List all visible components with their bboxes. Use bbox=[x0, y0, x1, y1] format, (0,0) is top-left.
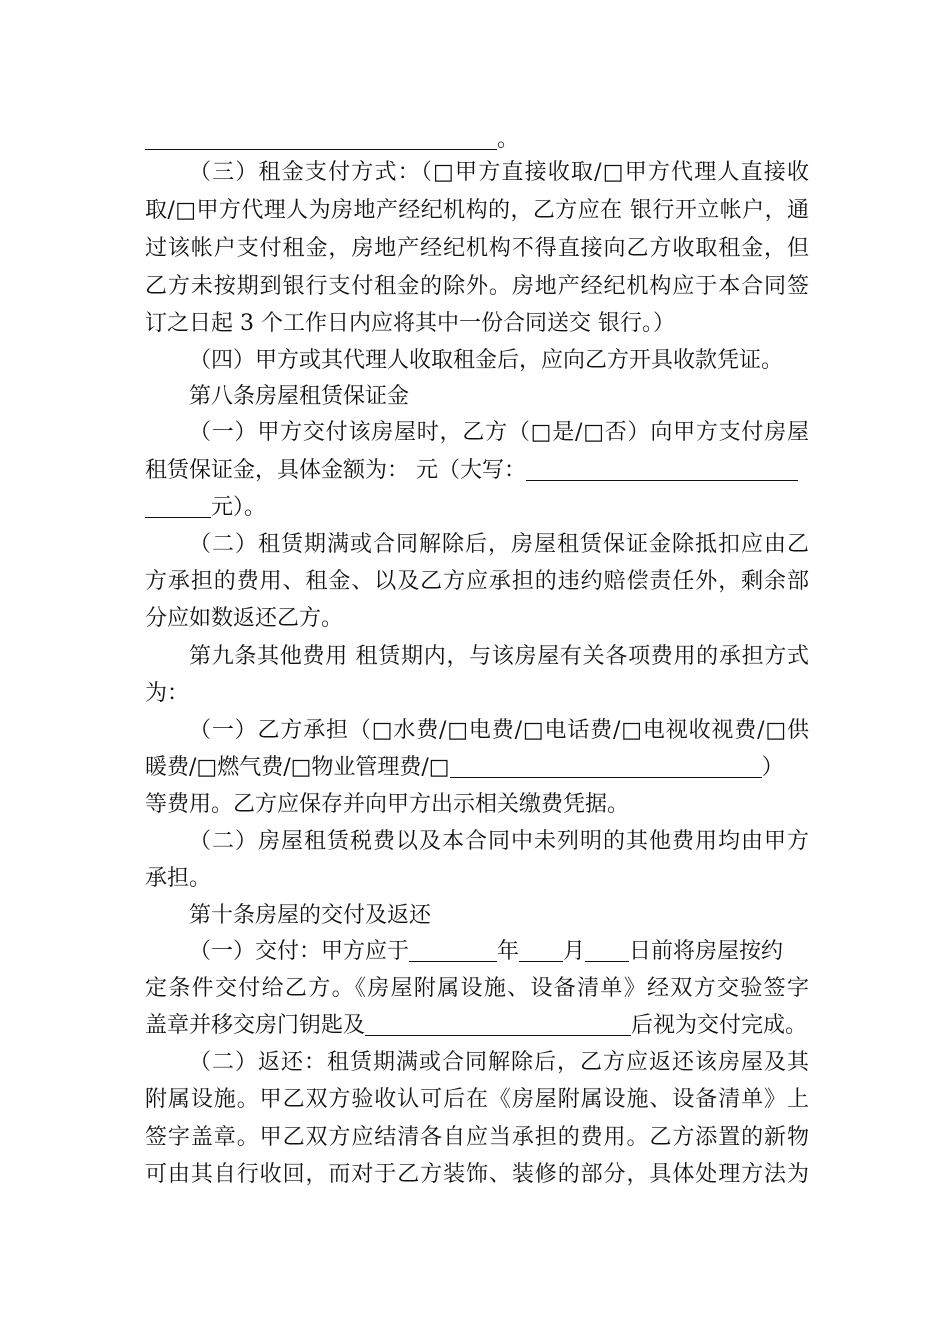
line-text: 租赁保证金，具体金额为： 元（大写： bbox=[145, 458, 526, 483]
blank-underline bbox=[409, 937, 497, 962]
line-text: 盖章并移交房门钥匙及 bbox=[145, 1013, 366, 1038]
paragraph-line bbox=[145, 490, 809, 526]
line-text: 元）。 bbox=[211, 495, 267, 520]
paragraph-line: （二）返还：租赁期满或合同解除后，乙方应返还该房屋及其 bbox=[189, 1050, 809, 1075]
paragraph-line: 取/□甲方代理人为房地产经纪机构的，乙方应在 银行开立帐户，通 bbox=[145, 198, 809, 223]
paragraph-line: 签字盖章。甲乙双方应结清各自应当承担的费用。乙方添置的新物 bbox=[145, 1125, 809, 1150]
line-text: ） bbox=[761, 755, 784, 780]
paragraph-line bbox=[145, 453, 809, 489]
paragraph-line: 为： bbox=[145, 681, 190, 706]
section-heading: 第八条房屋租赁保证金 bbox=[189, 384, 410, 409]
paragraph-line: 承担。 bbox=[145, 866, 212, 891]
blank-underline bbox=[145, 125, 497, 150]
blank-underline bbox=[519, 937, 563, 962]
section-heading: 第九条其他费用 租赁期内，与该房屋有关各项费用的承担方式 bbox=[189, 644, 809, 669]
line-text: 月 bbox=[563, 939, 586, 964]
paragraph-line: 过该帐户支付租金，房地产经纪机构不得直接向乙方收取租金，但 bbox=[145, 236, 809, 261]
blank-underline bbox=[526, 456, 798, 481]
paragraph-line: 方承担的费用、租金、以及乙方应承担的违约赔偿责任外，剩余部 bbox=[145, 569, 809, 594]
line-text: 年 bbox=[497, 939, 520, 964]
line-text: （一）交付：甲方应于 bbox=[189, 939, 410, 964]
line-text: 日前将房屋按约 bbox=[629, 939, 784, 964]
blank-underline bbox=[145, 493, 211, 518]
paragraph-line: 可由其自行收回，而对于乙方装饰、装修的部分，具体处理方法为 bbox=[145, 1162, 809, 1187]
paragraph-line bbox=[189, 934, 809, 970]
paragraph-line: 等费用。乙方应保存并向甲方出示相关缴费凭据。 bbox=[145, 792, 630, 817]
blank-underline bbox=[585, 937, 629, 962]
paragraph-line bbox=[145, 750, 809, 786]
paragraph-line bbox=[145, 1008, 809, 1044]
section-heading: 第十条房屋的交付及返还 bbox=[189, 903, 432, 928]
paragraph-line: （一）甲方交付该房屋时，乙方（□是/□否）向甲方支付房屋 bbox=[189, 420, 809, 445]
line-text: 后视为交付完成。 bbox=[631, 1013, 808, 1038]
paragraph-line bbox=[145, 122, 809, 158]
paragraph-line: 分应如数返还乙方。 bbox=[145, 606, 344, 631]
paragraph-line: 乙方未按期到银行支付租金的除外。房地产经纪机构应于本合同签 bbox=[145, 274, 809, 299]
paragraph-line: （三）租金支付方式：（□甲方直接收取/□甲方代理人直接收 bbox=[189, 160, 809, 185]
paragraph-line: 定条件交付给乙方。《房屋附属设施、设备清单》经双方交验签字 bbox=[145, 976, 809, 1001]
blank-underline bbox=[365, 1011, 631, 1036]
paragraph-line: （一）乙方承担（□水费/□电费/□电话费/□电视收视费/□供 bbox=[189, 718, 809, 743]
paragraph-line: （四）甲方或其代理人收取租金后，应向乙方开具收款凭证。 bbox=[189, 348, 784, 373]
line-text: 。 bbox=[497, 127, 520, 152]
blank-underline bbox=[450, 753, 762, 778]
line-text: 暖费/□燃气费/□物业管理费/□ bbox=[145, 755, 450, 780]
paragraph-line: 订之日起 3 个工作日内应将其中一份合同送交 银行。） bbox=[145, 311, 675, 336]
paragraph-line: 附属设施。甲乙双方验收认可后在《房屋附属设施、设备清单》上 bbox=[145, 1087, 809, 1112]
paragraph-line: （二）租赁期满或合同解除后，房屋租赁保证金除抵扣应由乙 bbox=[189, 532, 809, 557]
paragraph-line: （二）房屋租赁税费以及本合同中未列明的其他费用均由甲方 bbox=[189, 829, 809, 854]
